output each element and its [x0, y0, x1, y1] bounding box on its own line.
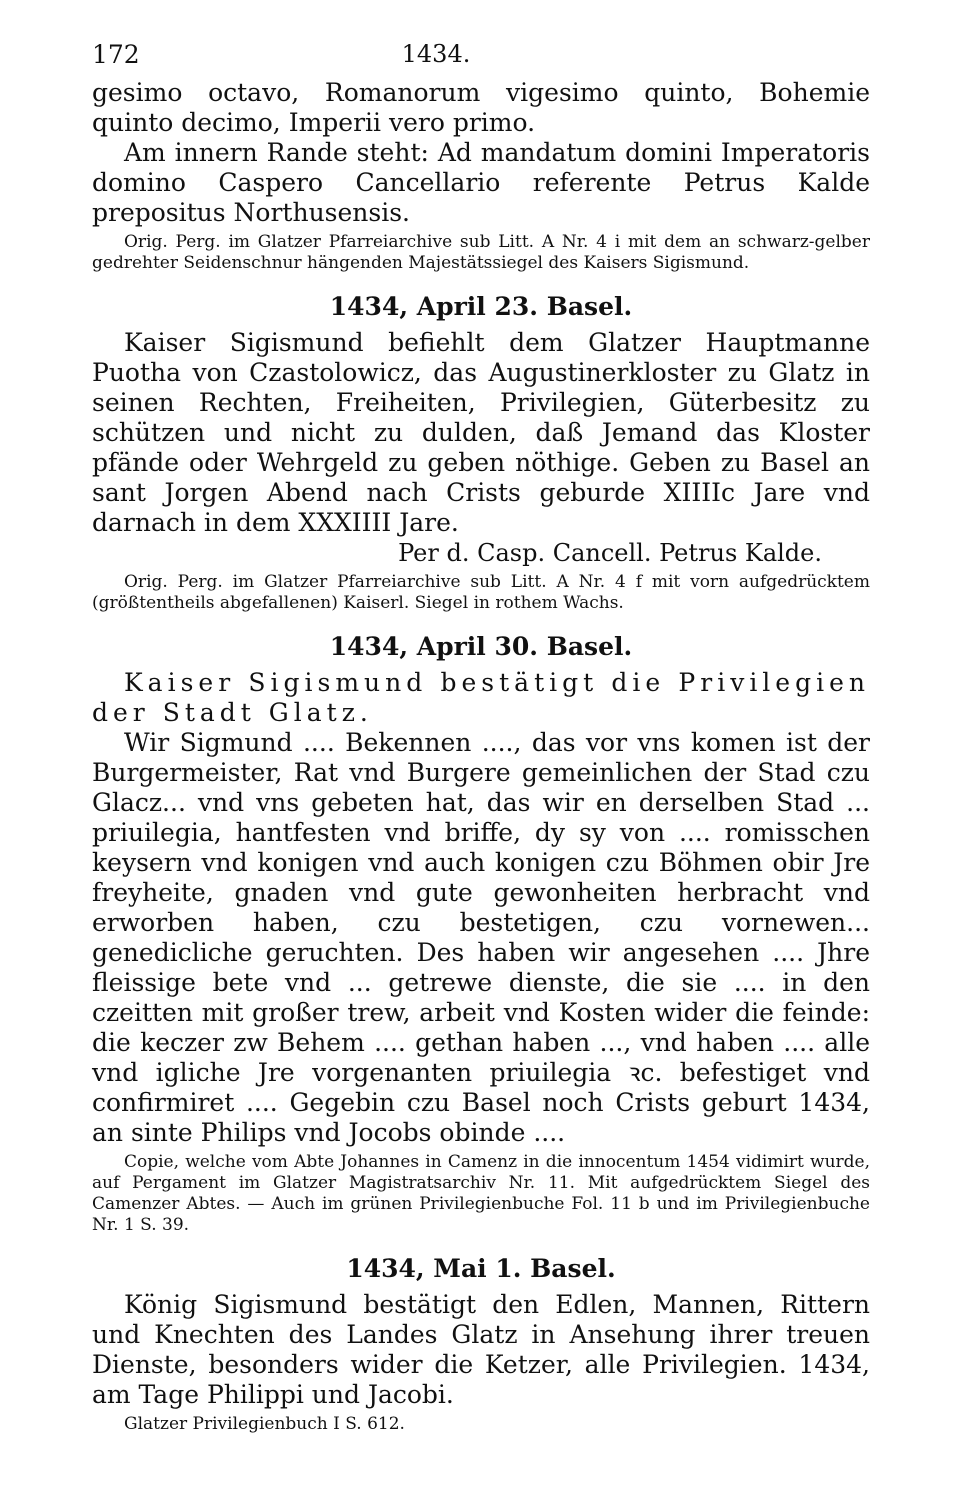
signature-line: Per d. Casp. Cancell. Petrus Kalde.	[398, 539, 822, 567]
source-note: Orig. Perg. im Glatzer Pfarreiarchive sub Litt. A Nr. 4 f mit vorn aufgedrücktem (größtentheils abgefallenen) Kaiserl. Siegel in rothem Wachs.	[92, 572, 870, 613]
source-note: Copie, welche vom Abte Johannes in Camenz in die innocentum 1454 vidimirt wurde, auf Pergament im Glatzer Magistratsarchiv Nr. 11. Mit aufgedrücktem Siegel des Camenzer Abtes. — Auch im grünen Privilegienbuche Fol. 11 b und im Privilegienbuche Nr. 1 S. 39.	[92, 1152, 870, 1235]
margin-note: Am innern Rande steht: Ad mandatum domini Imperatoris domino Caspero Cancellario referente Petrus Kalde prepositus Northusensis.	[92, 138, 870, 227]
entry-body: Wir Sigmund .... Bekennen ...., das vor vns komen ist der Burgermeister, Rat vnd Burgere gemeinlichen der Stad czu Glacz... vnd vns gebeten hat, das wir en derselben Stad ... priuilegia, hantfesten vnd briffe, dy sy von .... romisschen keysern vnd konigen vnd auch konigen czu Böhmen obir Jre freyheite, gnaden vnd gute gewonheiten herbracht vnd erworben haben, czu bestetigen, czu vornewen... genedicliche geruchten. Des haben wir angesehen .... Jhre fleissige bete vnd ... getrewe dienste, die sie .... in den czeitten mit großer trew, arbeit vnd Kosten wider die feinde: die keczer zw Behem .... gethan haben ..., vnd haben .... alle vnd igliche Jre vorgenanten priuilegia ꝛc. befestiget vnd confirmiret .... Gegebin czu Basel noch Crists geburt 1434, an sinte Philips vnd Jocobs obinde ....	[92, 728, 870, 1147]
source-note: Orig. Perg. im Glatzer Pfarreiarchive sub Litt. A Nr. 4 i mit dem an schwarz-gelber gedrehter Seidenschnur hängenden Majestätssiegel des Kaisers Sigismund.	[92, 232, 870, 273]
entry-1434-april-30	[92, 632, 870, 1236]
entry-body: Kaiser Sigismund befiehlt dem Glatzer Hauptmanne Puotha von Czastolowicz, das Augustinerkloster zu Glatz in seinen Rechten, Freiheiten, Privilegien, Güterbesitz zu schützen und nicht zu dulden, daß Jemand das Kloster pfände oder Wehrgeld zu geben nöthige. Geben zu Basel an sant Jorgen Abend nach Crists geburde XIIIIc Jare vnd darnach in dem XXXIIII Jare.	[92, 328, 870, 537]
entry-heading: 1434, Mai 1. Basel.	[346, 1254, 616, 1283]
entry-heading: 1434, April 30. Basel.	[329, 632, 633, 661]
source-note: Glatzer Privilegienbuch I S. 612.	[124, 1414, 405, 1434]
continuation-text: gesimo octavo, Romanorum vigesimo quinto, Bohemie quinto decimo, Imperii vero primo.	[92, 78, 870, 137]
entry-body: König Sigismund bestätigt den Edlen, Mannen, Rittern und Knechten des Landes Glatz in Ansehung ihrer treuen Dienste, besonders wider die Ketzer, alle Privilegien. 1434, am Tage Philippi und Jacobi.	[92, 1290, 870, 1409]
page-number: 172	[92, 40, 140, 69]
entry-1434-mai-1	[92, 1254, 870, 1435]
page-header	[92, 40, 870, 78]
running-head: 1434.	[401, 40, 471, 68]
entry-summary: Kaiser Sigismund bestätigt die Privilegien der Stadt Glatz.	[92, 668, 870, 727]
prev-entry-continuation	[92, 78, 870, 274]
entry-heading: 1434, April 23. Basel.	[329, 292, 633, 321]
entry-1434-april-23	[92, 292, 870, 614]
